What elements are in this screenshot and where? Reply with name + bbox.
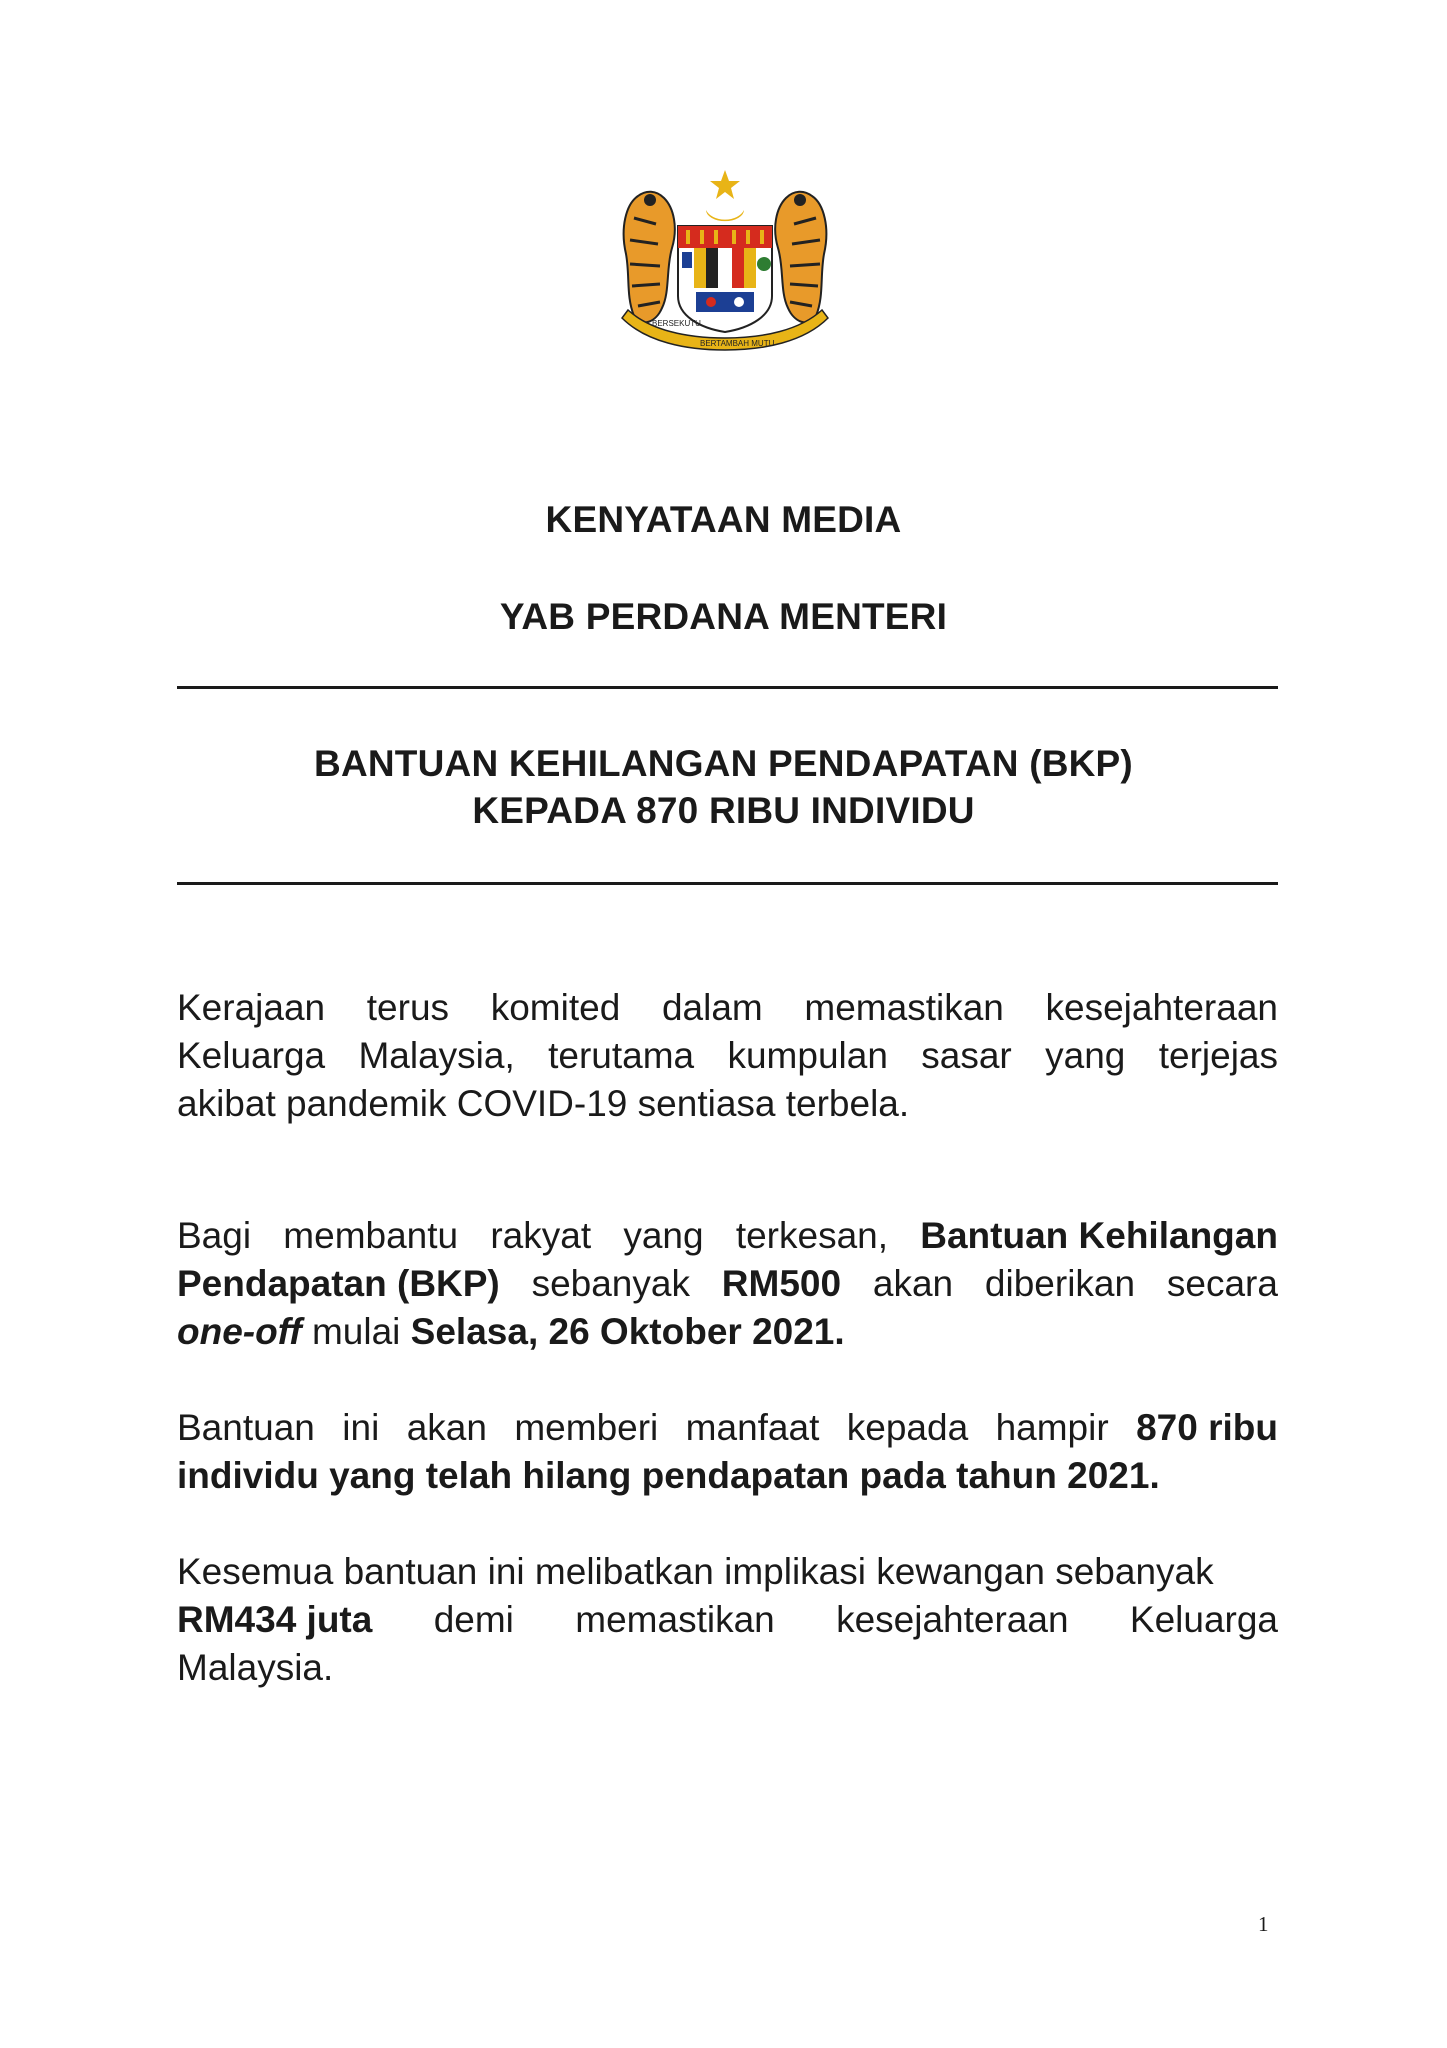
paragraph-line: akibat pandemik COVID-19 sentiasa terbela. <box>177 1083 910 1124</box>
svg-text:BERTAMBAH MUTU: BERTAMBAH MUTU <box>700 339 775 348</box>
paragraph-commitment <box>177 984 1278 1128</box>
paragraph-line: Pendapatan (BKP) sebanyak RM500 akan diberikan secara <box>177 1263 1278 1304</box>
paragraph-financial-implication <box>177 1548 1278 1692</box>
paragraph-line: Bagi membantu rakyat yang terkesan, Bantuan Kehilangan <box>177 1215 1278 1256</box>
paragraph-line: Bantuan ini akan memberi manfaat kepada hampir 870 ribu <box>177 1407 1278 1448</box>
paragraph-beneficiaries <box>177 1404 1278 1500</box>
paragraph-line: RM434 juta demi memastikan kesejahteraan Keluarga <box>177 1599 1278 1640</box>
page-title: KENYATAAN MEDIA <box>545 499 902 540</box>
divider-bottom <box>177 882 1278 885</box>
page-subtitle: YAB PERDANA MENTERI <box>499 596 948 637</box>
headline-line-2: KEPADA 870 RIBU INDIVIDU <box>472 790 975 831</box>
paragraph-line: individu yang telah hilang pendapatan pada tahun 2021. <box>177 1455 1160 1496</box>
paragraph-line: one-off mulai Selasa, 26 Oktober 2021. <box>177 1311 845 1352</box>
svg-text:BERSEKUTU: BERSEKUTU <box>652 319 701 328</box>
malaysia-coat-of-arms-icon <box>616 168 834 354</box>
paragraph-line: Kesemua bantuan ini melibatkan implikasi kewangan sebanyak <box>177 1551 1214 1592</box>
divider-top <box>177 686 1278 689</box>
page-number: 1 <box>1258 1912 1269 1936</box>
paragraph-bkp-announcement <box>177 1212 1278 1356</box>
paragraph-line: Malaysia. <box>177 1647 334 1688</box>
paragraph-line: Keluarga Malaysia, terutama kumpulan sasar yang terjejas <box>177 1035 1278 1076</box>
paragraph-line: Kerajaan terus komited dalam memastikan kesejahteraan <box>177 987 1278 1028</box>
headline-line-1: BANTUAN KEHILANGAN PENDAPATAN (BKP) <box>314 743 1133 784</box>
